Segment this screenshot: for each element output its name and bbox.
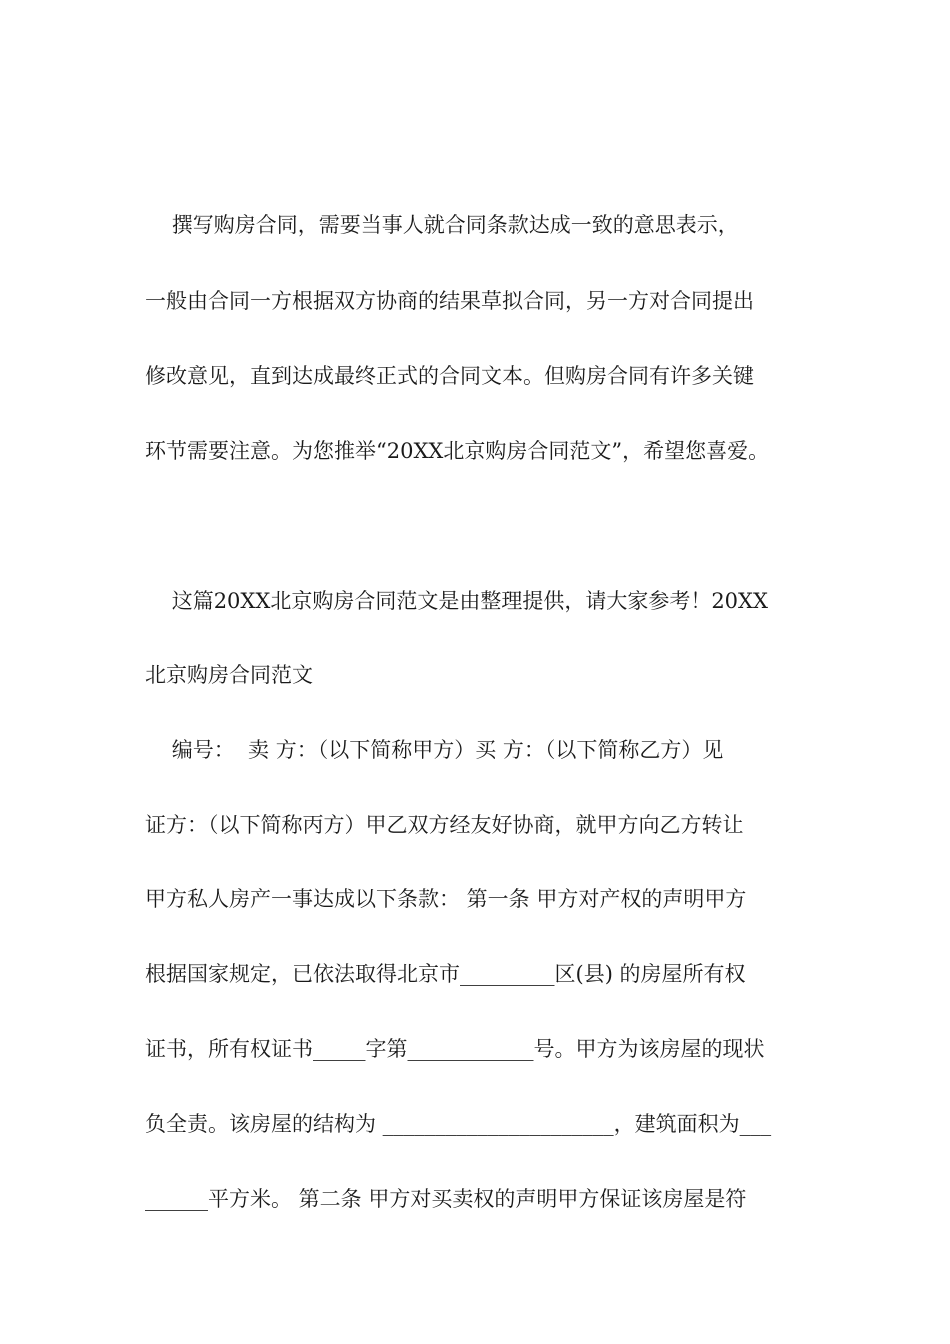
contract-line-2: 证方：（以下简称丙方）甲乙双方经友好协商，就甲方向乙方转让 (145, 813, 744, 837)
source-line-1: 这篇20XX北京购房合同范文是由整理提供，请大家参考！20XX (145, 589, 768, 613)
intro-line-4: 环节需要注意。为您推举“20XX北京购房合同范文”，希望您喜爱。 (145, 439, 770, 463)
contract-line-1: 编号： 卖 方：（以下简称甲方）买 方：（以下简称乙方）见 (145, 738, 724, 762)
contract-line-4: 根据国家规定，已依法取得北京市_________区(县) 的房屋所有权 (145, 962, 746, 986)
contract-line-5: 证书，所有权证书_____字第____________号。甲方为该房屋的现状 (145, 1037, 765, 1061)
contract-line-7: ______平方米。 第二条 甲方对买卖权的声明甲方保证该房屋是符 (145, 1187, 747, 1211)
contract-line-3: 甲方私人房产一事达成以下条款： 第一条 甲方对产权的声明甲方 (145, 887, 747, 911)
source-line-2: 北京购房合同范文 (145, 663, 313, 687)
intro-line-3: 修改意见，直到达成最终正式的合同文本。但购房合同有许多关键 (145, 364, 754, 388)
intro-line-2: 一般由合同一方根据双方协商的结果草拟合同，另一方对合同提出 (145, 289, 754, 313)
intro-line-1: 撰写购房合同，需要当事人就合同条款达成一致的意思表示， (145, 213, 739, 237)
contract-line-6: 负全责。该房屋的结构为 ______________________，建筑面积为___ (145, 1112, 772, 1136)
